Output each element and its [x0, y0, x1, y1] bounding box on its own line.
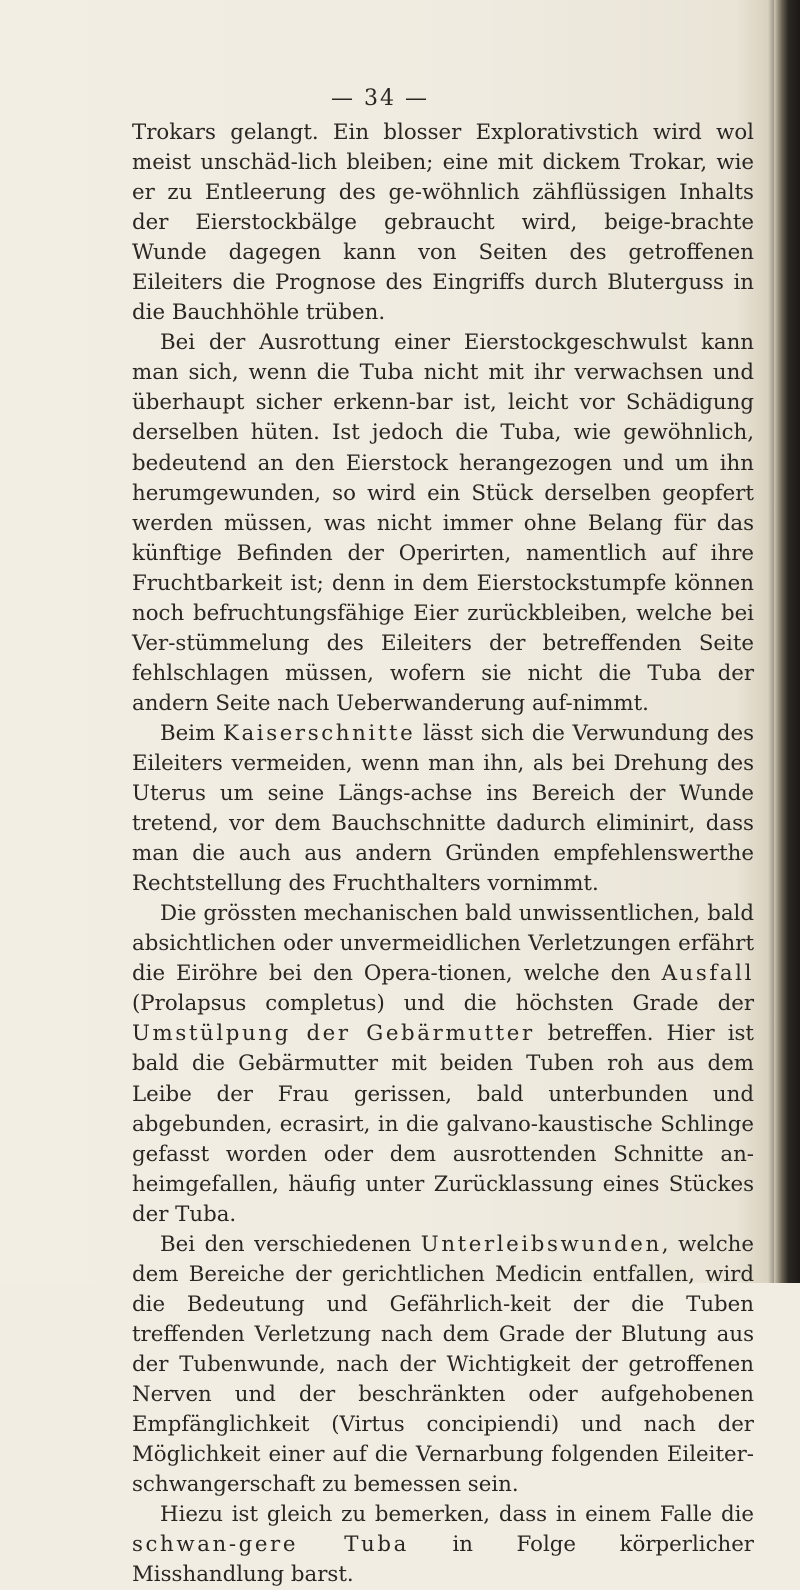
text-run: Hiezu ist gleich zu bemerken, dass in einem Falle die: [160, 1502, 754, 1528]
paragraph: [132, 899, 754, 1230]
text-run: Bei der Ausrottung einer Eierstockgeschwulst kann man sich, wenn die Tuba nicht mit ihr verwachsen und überhaupt sicher erkenn-bar ist, leicht vor Schädigung derselben hüten. Ist jedoch die Tuba, wie gewöhnlich, bedeutend an den Eierstock herangezogen und um ihn herumgewunden, so wird ein Stück derselben geopfert werden müssen, was nicht immer ohne Belang für das künftige Befinden der Operirten, namentlich auf ihre Fruchtbarkeit ist; denn in dem Eierstockstumpfe können noch befruchtungsfähige Eier zurückbleiben, welche bei Ver-stümmelung des Eileiters der betreffenden Seite fehlschlagen müssen, wofern sie nicht die Tuba der andern Seite nach Ueberwanderung auf-nimmt.: [132, 330, 754, 716]
paragraph: [132, 1230, 754, 1500]
spaced-term: schwan-gere Tuba: [132, 1532, 409, 1558]
spaced-term: Umstülpung der Gebärmutter: [132, 1021, 535, 1047]
page-number: — 34 —: [331, 86, 429, 111]
page-binding-edge: [774, 0, 800, 1283]
text-run: betreffen. Hier ist bald die Gebärmutter mit beiden Tuben roh aus dem Leibe der Frau gerissen, bald unterbunden und abgebunden, ecrasirt, in die galvano-kaustische Schlinge gefasst worden oder dem ausrottenden Schnitte an-heimgefallen, häufig unter Zurücklassung eines Stückes der Tuba.: [132, 1021, 754, 1227]
text-run: lässt sich die Verwundung des Eileiters vermeiden, wenn man ihn, als bei Drehung des Uterus um seine Längs-achse ins Bereich der Wunde tretend, vor dem Bauchschnitte dadurch eliminirt, dass man die auch aus andern Gründen empfehlenswerthe Rechtstellung des Fruchthalters vornimmt.: [132, 720, 754, 897]
text-run: in Folge körperlicher Misshandlung barst.: [132, 1532, 754, 1588]
paragraph: [132, 118, 754, 328]
paragraph: [132, 328, 754, 719]
text-run: (Prolapsus completus) und die höchsten Grade der: [132, 991, 754, 1017]
paragraph: [132, 719, 754, 899]
text-run: Beim: [160, 720, 223, 746]
text-run: Bei den verschiedenen: [160, 1231, 421, 1257]
spaced-term: Unterleibswunden: [420, 1231, 662, 1257]
spaced-term: Ausfall: [661, 961, 754, 987]
paragraph: [132, 1500, 754, 1590]
text-run: Die grössten mechanischen bald unwissentlichen, bald absichtlichen oder unvermeidlichen Verletzungen erfährt die Eiröhre bei den Opera-tionen, welche den: [132, 901, 754, 987]
text-run: , welche dem Bereiche der gerichtlichen Medicin entfallen, wird die Bedeutung und Gefährlich-keit der die Tuben treffenden Verletzung nach dem Grade der Blutung aus der Tubenwunde, nach der Wichtigkeit der getroffenen Nerven und der beschränkten oder aufgehobenen Empfänglichkeit (Virtus concipiendi) und nach der Möglichkeit einer auf die Vernarbung folgenden Eileiter-schwangerschaft zu bemessen sein.: [132, 1231, 754, 1498]
text-run: Trokars gelangt. Ein blosser Explorativstich wird wol meist unschäd-lich bleiben; eine mit dickem Trokar, wie er zu Entleerung des ge-wöhnlich zähflüssigen Inhalts der Eierstockbälge gebraucht wird, beige-brachte Wunde dagegen kann von Seiten des getroffenen Eileiters die Prognose des Eingriffs durch Bluterguss in die Bauchhöhle trüben.: [132, 120, 754, 326]
body-text: [132, 118, 754, 1590]
spaced-term: Kaiserschnitte: [222, 720, 416, 746]
